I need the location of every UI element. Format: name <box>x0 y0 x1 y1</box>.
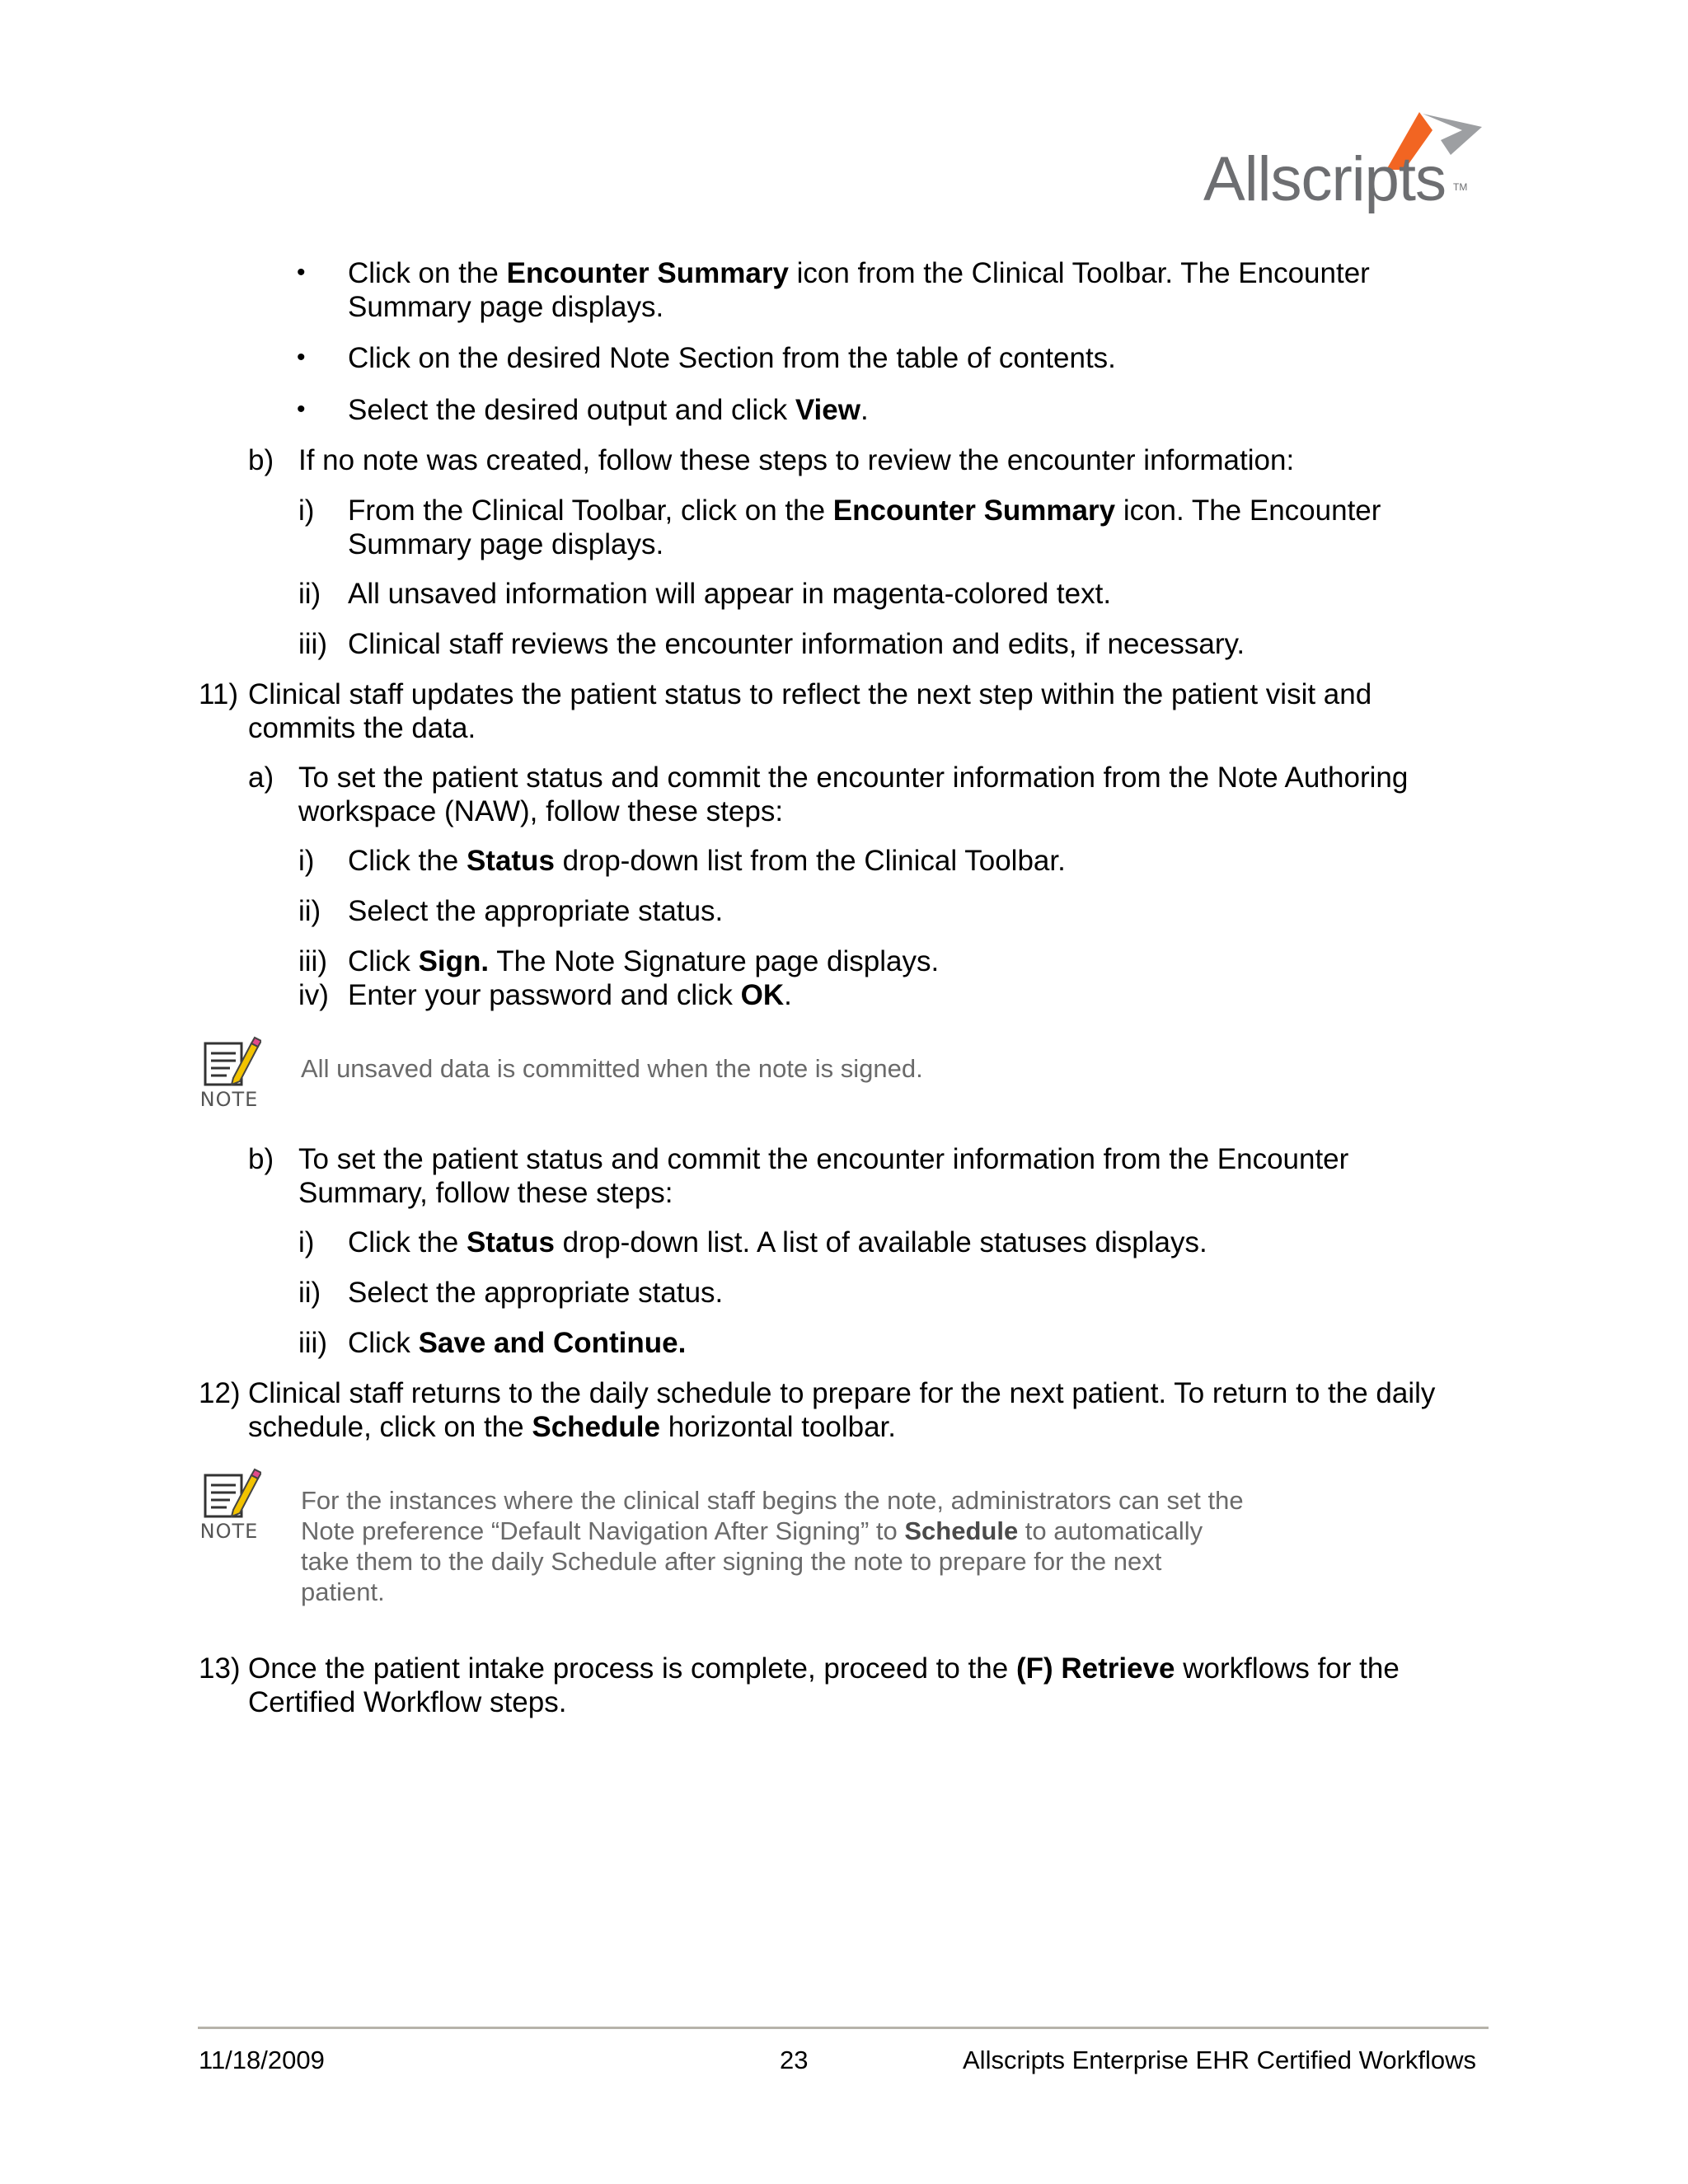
list-label: iii) <box>298 628 327 660</box>
list-label: ii) <box>298 895 321 927</box>
list-label: i) <box>298 1226 315 1258</box>
list-item: Clinical staff reviews the encounter information and edits, if necessary. <box>348 628 1245 660</box>
logo-wordmark: Allscripts <box>1203 144 1447 214</box>
note-icon-label: NOTE <box>199 1088 259 1111</box>
note-icon-label: NOTE <box>199 1520 259 1543</box>
step-number: 11) <box>199 678 238 710</box>
step-text-continuation: commits the data. <box>248 712 476 744</box>
step-text: Clinical staff updates the patient status to reflect the next step within the patient visit and <box>248 678 1372 710</box>
list-item: Click Save and Continue. <box>348 1327 687 1359</box>
note-icon <box>197 1467 261 1546</box>
list-label: i) <box>298 494 315 527</box>
step-number: 12) <box>199 1377 241 1409</box>
list-item: Enter your password and click OK. <box>348 979 792 1011</box>
list-label: ii) <box>298 1277 321 1309</box>
list-item: If no note was created, follow these steps to review the encounter information: <box>298 444 1295 476</box>
list-item-continuation: Summary page displays. <box>348 528 664 560</box>
list-label: b) <box>248 1143 274 1175</box>
footer-page-number: 23 <box>780 2046 809 2074</box>
step-text-continuation: schedule, click on the Schedule horizontal toolbar. <box>248 1411 896 1443</box>
list-label: ii) <box>298 578 321 610</box>
bullet-item: Select the desired output and click View. <box>348 394 869 426</box>
list-item: Click the Status drop-down list. A list of available statuses displays. <box>348 1226 1207 1258</box>
list-label: iv) <box>298 979 329 1011</box>
list-item: To set the patient status and commit the encounter information from the Note Authoring <box>298 762 1409 794</box>
bullet-item: Click on the desired Note Section from the table of contents. <box>348 342 1116 374</box>
list-item: Select the appropriate status. <box>348 1277 724 1309</box>
step-text: Clinical staff returns to the daily schedule to prepare for the next patient. To return to the daily <box>248 1377 1436 1409</box>
list-label: b) <box>248 444 274 476</box>
step-text-continuation: Certified Workflow steps. <box>248 1686 567 1718</box>
footer-title: Allscripts Enterprise EHR Certified Workflows <box>963 2046 1477 2074</box>
list-item: From the Clinical Toolbar, click on the Encounter Summary icon. The Encounter <box>348 494 1381 527</box>
list-label: iii) <box>298 1327 327 1359</box>
step-text: Once the patient intake process is complete, proceed to the (F) Retrieve workflows for the <box>248 1652 1400 1685</box>
list-item-continuation: Summary, follow these steps: <box>298 1177 673 1209</box>
bullet-icon: • <box>297 344 306 371</box>
bullet-item-continuation: Summary page displays. <box>348 291 664 323</box>
step-number: 13) <box>199 1652 241 1685</box>
list-label: iii) <box>298 945 327 977</box>
footer-date: 11/18/2009 <box>199 2046 325 2074</box>
note-text: patient. <box>301 1577 385 1606</box>
bullet-item: Click on the Encounter Summary icon from the Clinical Toolbar. The Encounter <box>348 257 1370 289</box>
allscripts-logo <box>1203 105 1496 229</box>
list-item: All unsaved information will appear in magenta-colored text. <box>348 578 1112 610</box>
note-text: Note preference “Default Navigation After Signing” to Schedule to automatically <box>301 1516 1203 1545</box>
list-item: Select the appropriate status. <box>348 895 724 927</box>
list-item: Click Sign. The Note Signature page displays. <box>348 945 940 977</box>
list-item: Click the Status drop-down list from the Clinical Toolbar. <box>348 845 1066 877</box>
note-text: All unsaved data is committed when the note is signed. <box>301 1054 923 1083</box>
note-text: take them to the daily Schedule after signing the note to prepare for the next <box>301 1547 1162 1576</box>
bullet-icon: • <box>297 396 306 423</box>
list-item-continuation: workspace (NAW), follow these steps: <box>298 795 784 827</box>
list-item: To set the patient status and commit the encounter information from the Encounter <box>298 1143 1349 1175</box>
note-text: For the instances where the clinical staff begins the note, administrators can set the <box>301 1486 1244 1515</box>
note-icon <box>197 1035 261 1114</box>
list-label: i) <box>298 845 315 877</box>
bullet-icon: • <box>297 259 306 286</box>
footer-divider <box>198 2027 1489 2029</box>
list-label: a) <box>248 762 274 794</box>
logo-trademark: TM <box>1453 181 1468 193</box>
